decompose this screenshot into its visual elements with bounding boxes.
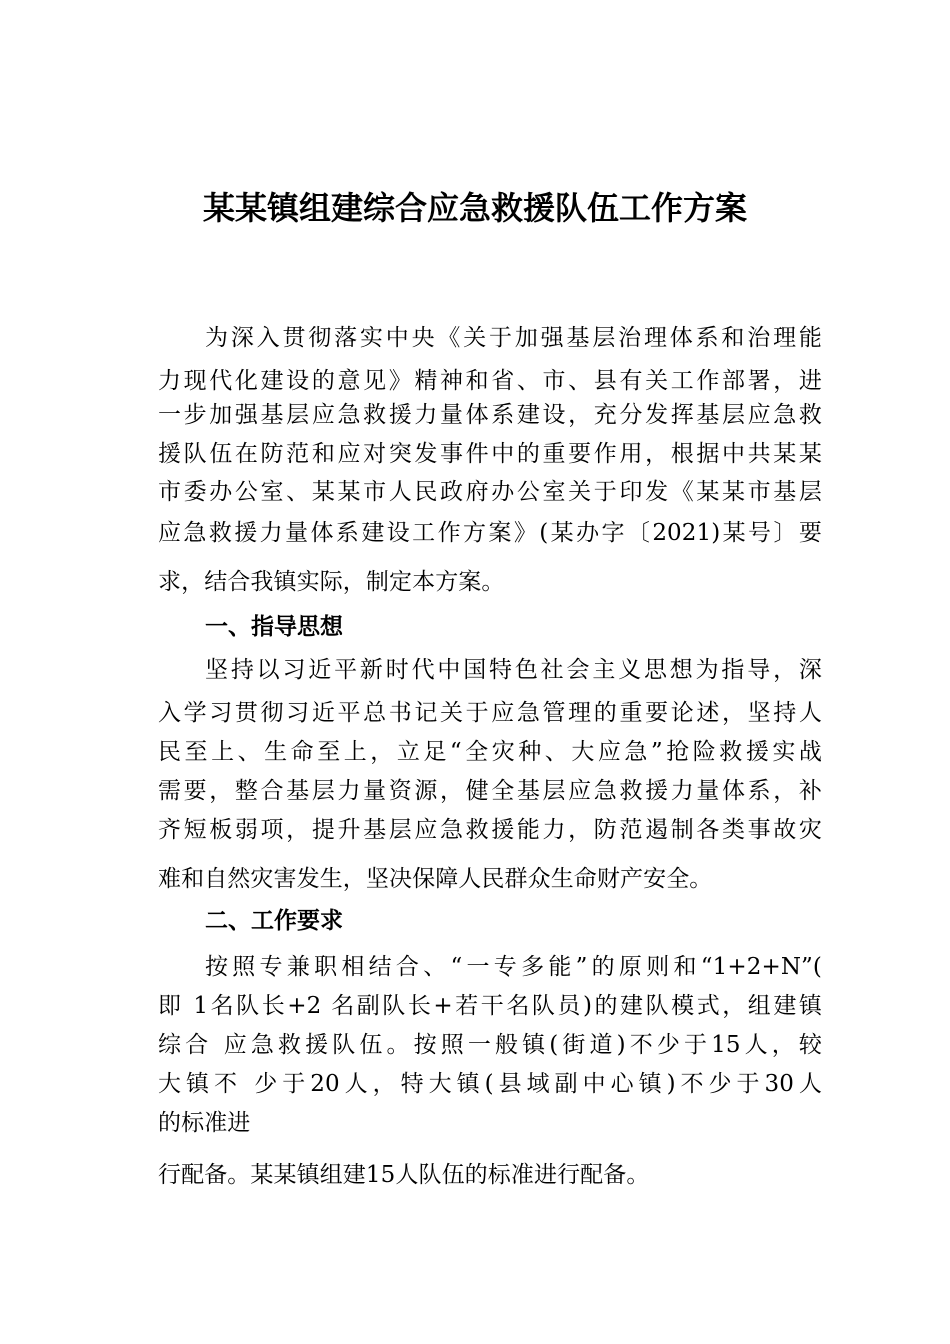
section1-line: 坚持以习近平新时代中国特色社会主义思想为指导，深 (205, 657, 822, 683)
intro-line: 求，结合我镇实际，制定本方案。 (158, 569, 505, 595)
section1-line: 民至上、生命至上，立足“全灾种、大应急”抢险救援实战 (158, 739, 822, 765)
section1-line: 需要，整合基层力量资源，健全基层应急救援力量体系，补 (158, 778, 822, 804)
section2-line: 的标准进 (158, 1110, 251, 1136)
section2-line: 行配备。某某镇组建15人队伍的标准进行配备。 (158, 1162, 650, 1188)
section2-line: 大镇不 少于20人，特大镇(县域副中心镇)不少于30人 (158, 1071, 822, 1097)
section2-line: 即 1名队长+2 名副队长+若干名队员)的建队模式，组建镇 (158, 993, 822, 1019)
section1-line: 齐短板弱项，提升基层应急救援能力，防范遏制各类事故灾 (158, 817, 822, 843)
intro-line: 应急救援力量体系建设工作方案》(某办字〔2021)某号〕要 (158, 520, 822, 546)
section1-line: 难和自然灾害发生，坚决保障人民群众生命财产安全。 (158, 866, 713, 892)
intro-line: 为深入贯彻落实中央《关于加强基层治理体系和治理能 (205, 325, 822, 351)
section-heading-work-requirements: 二、工作要求 (205, 908, 343, 934)
page-title: 某某镇组建综合应急救援队伍工作方案 (202, 189, 747, 227)
section-heading-guiding-thought: 一、指导思想 (205, 614, 343, 640)
intro-line: 力现代化建设的意见》精神和省、市、县有关工作部署，进 (158, 368, 822, 394)
intro-line: 市委办公室、某某市人民政府办公室关于印发《某某市基层 (158, 479, 822, 505)
intro-line: 援队伍在防范和应对突发事件中的重要作用，根据中共某某 (158, 441, 822, 467)
intro-line: 一步加强基层应急救援力量体系建设，充分发挥基层应急救 (158, 402, 822, 428)
section2-line: 按照专兼职相结合、“一专多能”的原则和“1+2+N”( (205, 954, 822, 980)
section1-line: 入学习贯彻习近平总书记关于应急管理的重要论述，坚持人 (158, 700, 822, 726)
section2-line: 综合 应急救援队伍。按照一般镇(街道)不少于15人，较 (158, 1032, 822, 1058)
